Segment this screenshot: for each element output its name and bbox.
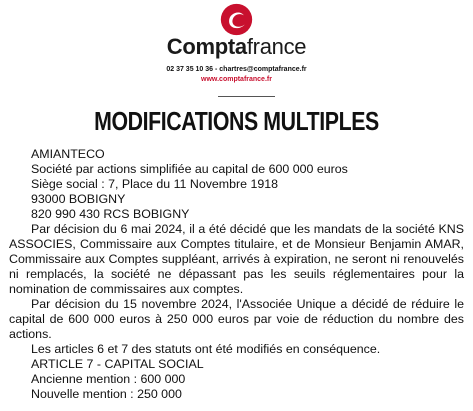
header [0,0,473,96]
company-name: AMIANTECO [31,147,105,161]
capital-reduction-paragraph: Par décision du 15 novembre 2024, l'Associée Unique a décidé de réduire le capital de 600 000 euros à 250 000 euros par voie de réduction du nombre des actions. [9,297,464,341]
contact-line: 02 37 35 10 36 - chartres@comptafrance.fr [166,66,307,73]
company-form: Société par actions simplifiée au capital de 600 000 euros [31,162,348,176]
notice-body [9,147,464,402]
rcs-number: 820 990 430 RCS BOBIGNY [31,207,190,221]
old-mention: Ancienne mention : 600 000 [31,372,186,386]
header-divider [218,96,275,97]
notice-title: MODIFICATIONS MULTIPLES [94,106,379,136]
articles-modified-paragraph: Les articles 6 et 7 des statuts ont été modifiés en conséquence. [31,342,381,356]
brand-name-bold: Compta [166,34,247,59]
brand-name [0,35,473,59]
brand-name-light: france [246,34,307,59]
new-mention: Nouvelle mention : 250 000 [31,387,182,401]
website-link[interactable]: www.comptafrance.fr [201,76,272,83]
comptafrance-logo-icon [220,3,253,36]
article-heading: ARTICLE 7 - CAPITAL SOCIAL [31,357,204,371]
postal-city: 93000 BOBIGNY [31,192,126,206]
auditors-decision-paragraph: Par décision du 6 mai 2024, il a été décidé que les mandats de la société KNS ASSOCIES, Commissaire aux Comptes titulaire, et de Monsieur Benjamin AMAR, Commissaire aux Comptes suppléant, arrivés à expiration, ne seront ni renouvelés ni remplacés, la société ne dépassant pas les seuils réglementaires pour la nomination de commissaires aux comptes. [9,222,464,296]
registered-office: Siège social : 7, Place du 11 Novembre 1918 [31,177,279,191]
